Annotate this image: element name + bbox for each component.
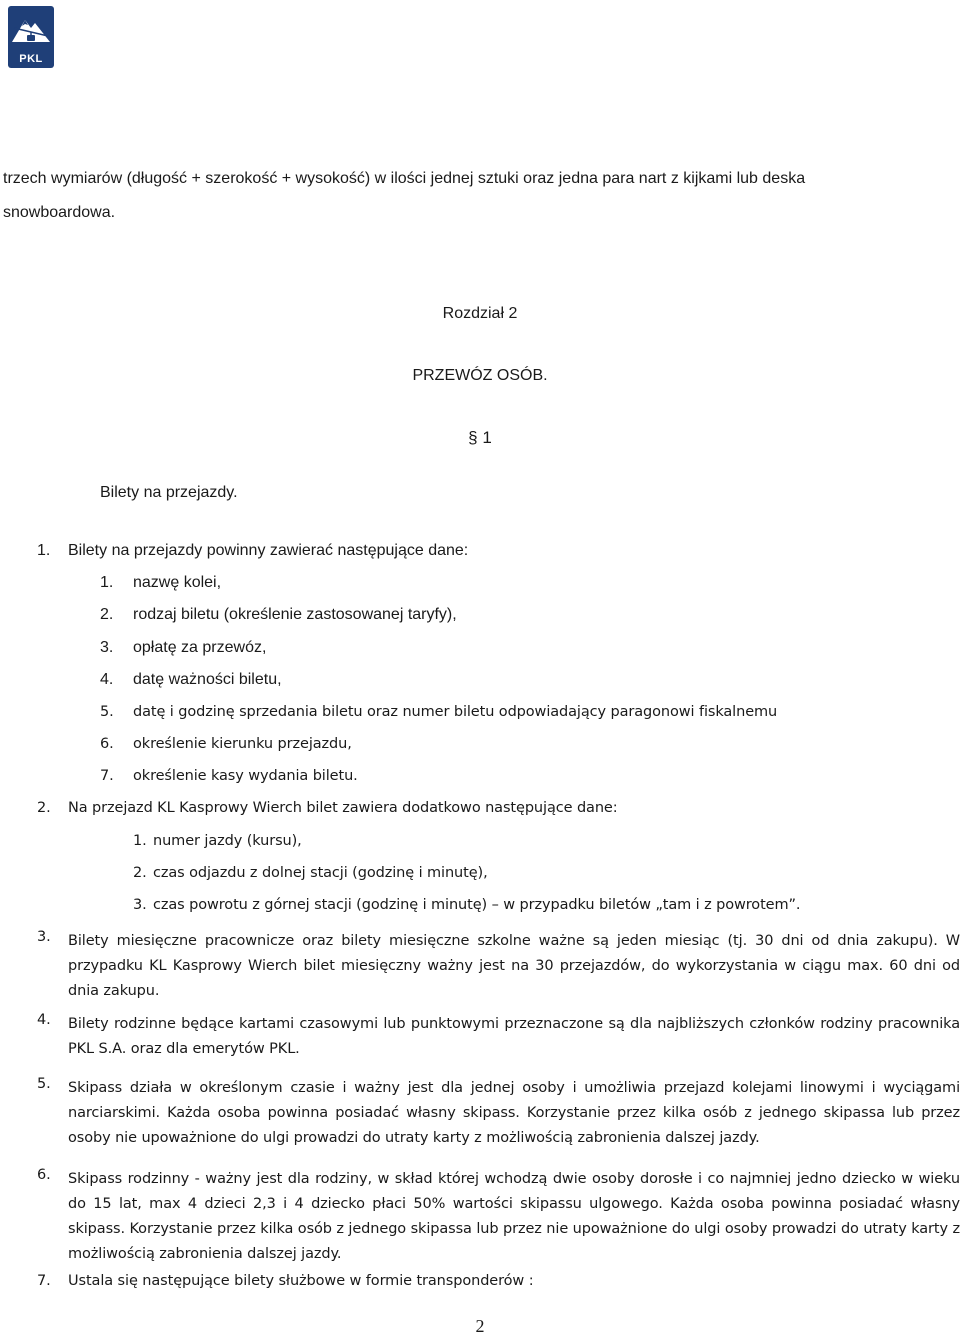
item-5-number: 5. — [37, 1076, 51, 1092]
section-mark: § 1 — [468, 428, 492, 447]
item-6-text: Skipass rodzinny - ważny jest dla rodziny, w skład której wchodzą dwie osoby dorosłe i co najmniej jedno dziecko w wieku do 15 lat, max 4 dzieci 2,3 i 4 dziecko płaci 50% wartości skipassu ulgowego. Każda osoba powinna posiadać własny skipass. Korzystanie przez kilka osób z jednego skipassa lub przez nie upoważnione do ulgi osoby prowadzi do utraty karty z możliwością zabronienia dalszej jazdy. — [68, 1171, 960, 1262]
item-4-number: 4. — [37, 1012, 51, 1028]
item-2-sub-2-number: 2. — [133, 865, 147, 881]
item-1-text: Bilety na przejazdy powinny zawierać następujące dane: — [68, 542, 469, 559]
item-1-sub-7-text: określenie kasy wydania biletu. — [133, 768, 358, 784]
item-1-sub-3-text: opłatę za przewóz, — [133, 639, 267, 656]
item-1-sub-6-number: 6. — [100, 736, 114, 752]
item-1-sub-3-number: 3. — [100, 639, 114, 656]
item-5-text: Skipass działa w określonym czasie i ważny jest dla jednej osoby i umożliwia przejazd kolejami linowymi i wyciągami narciarskimi. Każda osoba powinna posiadać własny skipass. Korzystanie przez kilka osób z jednego skipassa lub przez osoby nie upoważnione do ulgi prowadzi do utraty karty z możliwością zabronienia dalszej jazdy. — [68, 1080, 960, 1146]
item-2-sub-1-number: 1. — [133, 833, 147, 849]
item-3-text: Bilety miesięczne pracownicze oraz bilety miesięczne szkolne ważne są jeden miesiąc (tj. 30 dni od dnia zakupu). W przypadku KL Kasprowy Wierch bilet miesięczny ważny jest na 30 przejazdów, do wykorzystania w ciągu max. 60 dni od dnia zakupu. — [68, 933, 960, 999]
item-2-sub-1-text: numer jazdy (kursu), — [153, 833, 302, 849]
item-1-sub-2-text: rodzaj biletu (określenie zastosowanej taryfy), — [133, 606, 457, 623]
item-1-sub-1-text: nazwę kolei, — [133, 574, 222, 591]
item-1-sub-6-text: określenie kierunku przejazdu, — [133, 736, 352, 752]
item-1-sub-5-number: 5. — [100, 704, 114, 720]
item-1-sub-4-text: datę ważności biletu, — [133, 671, 282, 688]
item-1-sub-2-number: 2. — [100, 606, 114, 623]
item-2-sub-2-text: czas odjazdu z dolnej stacji (godzinę i minutę), — [153, 865, 488, 881]
intro-line-1: trzech wymiarów (długość + szerokość + wysokość) w ilości jednej sztuki oraz jedna para nart z kijkami lub deska — [3, 170, 806, 187]
item-1-sub-4-number: 4. — [100, 671, 114, 688]
intro-line-2: snowboardowa. — [3, 204, 116, 221]
logo-text: PKL — [19, 53, 43, 65]
item-2-number: 2. — [37, 800, 51, 816]
item-3-number: 3. — [37, 929, 51, 945]
item-2-text: Na przejazd KL Kasprowy Wierch bilet zawiera dodatkowo następujące dane: — [68, 800, 618, 816]
item-1-sub-1-number: 1. — [100, 574, 114, 591]
pkl-logo — [8, 6, 54, 68]
item-1-sub-7-number: 7. — [100, 768, 114, 784]
item-2-sub-3-text: czas powrotu z górnej stacji (godzinę i minutę) – w przypadku biletów „tam i z powrotem”. — [153, 897, 801, 913]
tickets-heading: Bilety na przejazdy. — [100, 484, 238, 501]
item-1-sub-5-text: datę i godzinę sprzedania biletu oraz numer biletu odpowiadający paragonowi fiskalnemu — [133, 704, 778, 720]
item-7-number: 7. — [37, 1273, 51, 1289]
item-4-text: Bilety rodzinne będące kartami czasowymi lub punktowymi przeznaczone są dla najbliższych członków rodziny pracownika PKL S.A. oraz dla emerytów PKL. — [68, 1016, 960, 1057]
mountain-gondola-icon — [8, 6, 54, 54]
page-number: 2 — [475, 1316, 485, 1336]
item-1-number: 1. — [37, 542, 51, 559]
item-2-sub-3-number: 3. — [133, 897, 147, 913]
chapter-title: Rozdział 2 — [442, 305, 518, 322]
chapter-subtitle: PRZEWÓZ OSÓB. — [412, 367, 548, 384]
item-6-number: 6. — [37, 1167, 51, 1183]
item-7-text: Ustala się następujące bilety służbowe w formie transponderów : — [68, 1273, 534, 1289]
